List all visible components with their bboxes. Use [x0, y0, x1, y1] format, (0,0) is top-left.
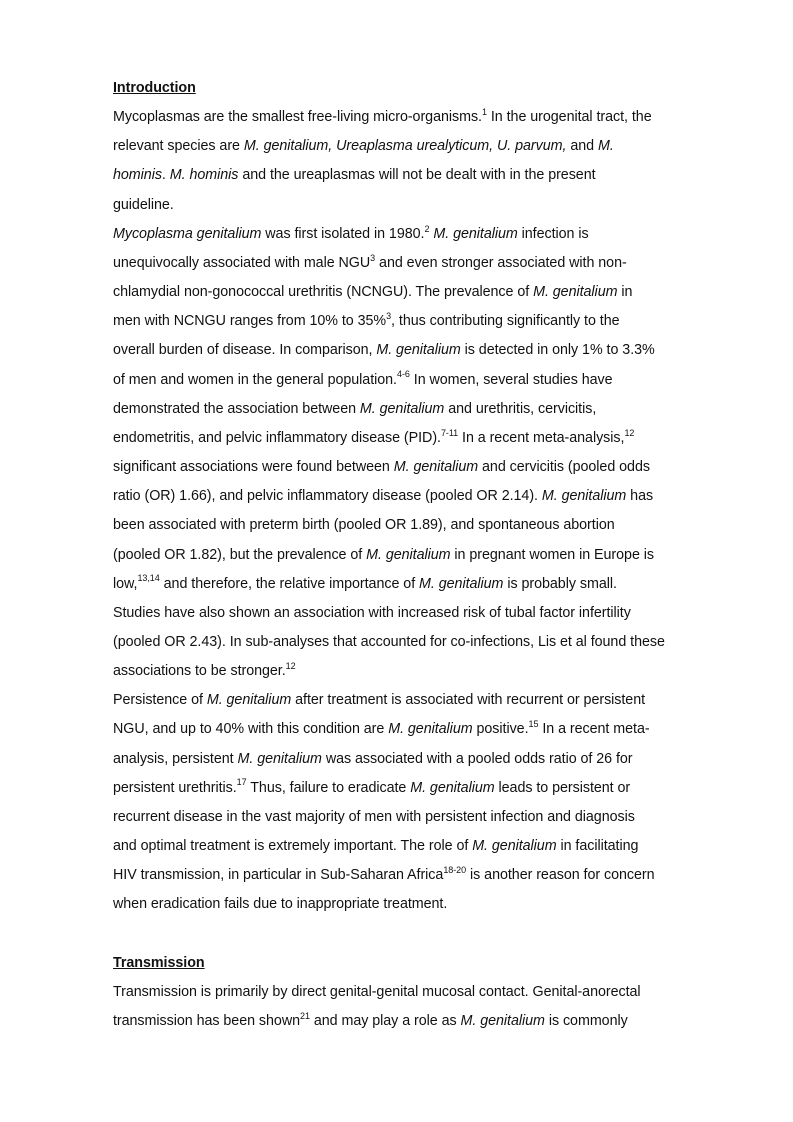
text-segment: overall burden of disease. In comparison,: [113, 342, 377, 359]
italic-term: Mycoplasma genitalium: [113, 225, 262, 242]
text-segment: infection is: [517, 225, 589, 242]
text-segment: in pregnant women in Europe is: [450, 546, 654, 563]
text-segment: In a recent meta-analysis,: [458, 429, 625, 446]
text-segment: Thus, failure to eradicate: [246, 779, 411, 796]
text-segment: men with NCNGU ranges from 10% to 35%: [113, 313, 387, 330]
text-line: [113, 424, 693, 453]
text-segment: HIV transmission, in particular in Sub-Saharan Africa: [113, 867, 444, 884]
italic-term: M. genitalium: [460, 1012, 545, 1029]
italic-term: M. genitalium: [393, 459, 479, 476]
text-line: [113, 745, 693, 774]
citation-reference: 17: [236, 777, 247, 788]
text-segment: In women, several studies have: [409, 371, 613, 388]
text-segment: and may play a role as: [309, 1012, 461, 1029]
section-spacer: [113, 920, 693, 949]
text-segment: (pooled OR 2.43). In sub-analyses that accounted for co-infections, Lis et al found these: [113, 633, 665, 650]
text-line: [113, 978, 693, 1007]
text-segment: unequivocally associated with male NGU: [113, 254, 371, 271]
text-line: [113, 103, 693, 132]
italic-term: M. genitalium, Ureaplasma urealyticum, U. parvum,: [243, 138, 567, 155]
italic-term: M. genitalium: [388, 721, 473, 738]
italic-term: M.: [597, 138, 614, 155]
text-line: [113, 599, 693, 628]
transmission-body: [113, 978, 693, 1036]
text-line: [113, 278, 693, 307]
text-line: [113, 890, 693, 919]
text-line: [113, 249, 693, 278]
text-line: [113, 715, 693, 744]
italic-term: M. genitalium: [541, 488, 627, 505]
citation-reference: 7-11: [440, 427, 459, 438]
text-line: [113, 453, 693, 482]
text-line: [113, 686, 693, 715]
citation-reference: 4-6: [396, 369, 410, 380]
text-segment: demonstrated the association between: [113, 400, 360, 417]
italic-term: M. genitalium: [237, 750, 322, 767]
text-segment: and therefore, the relative importance of: [159, 575, 420, 592]
text-segment: in: [617, 284, 633, 301]
citation-reference: 12: [285, 660, 296, 671]
text-segment: relevant species are: [113, 138, 244, 155]
text-segment: when eradication fails due to inappropriate treatment.: [113, 896, 448, 913]
italic-term: M. genitalium: [433, 225, 518, 242]
text-line: [113, 395, 693, 424]
text-line: [113, 657, 693, 686]
citation-reference: 13,14: [137, 573, 160, 584]
italic-term: M. genitalium: [206, 692, 292, 709]
text-segment: endometritis, and pelvic inflammatory disease (PID).: [113, 429, 441, 446]
text-line: [113, 861, 693, 890]
text-line: [113, 1007, 693, 1036]
text-line: [113, 191, 693, 220]
citation-reference: 1: [481, 106, 487, 117]
citation-reference: 3: [386, 310, 392, 321]
text-line: [113, 511, 693, 540]
introduction-body: [113, 103, 693, 919]
text-segment: of men and women in the general population.: [113, 371, 397, 388]
text-segment: has: [626, 488, 654, 505]
text-segment: recurrent disease in the vast majority of men with persistent infection and diagnosis: [113, 808, 635, 825]
document-page: [113, 74, 693, 1036]
text-segment: Persistence of: [113, 692, 207, 709]
text-line: [113, 220, 693, 249]
italic-term: M. hominis: [169, 167, 239, 184]
text-segment: leads to persistent or: [494, 779, 631, 796]
text-segment: was associated with a pooled odds ratio of 26 for: [321, 750, 633, 767]
text-line: [113, 570, 693, 599]
text-line: [113, 132, 693, 161]
italic-term: M. genitalium: [376, 342, 461, 359]
text-segment: persistent urethritis.: [113, 779, 237, 796]
text-line: [113, 366, 693, 395]
italic-term: M. genitalium: [366, 546, 451, 563]
text-line: [113, 307, 693, 336]
text-segment: ratio (OR) 1.66), and pelvic inflammatory disease (pooled OR 2.14).: [113, 488, 542, 505]
text-segment: In the urogenital tract, the: [486, 109, 652, 126]
text-segment: .: [161, 167, 170, 184]
text-line: [113, 482, 693, 511]
text-segment: low,: [113, 575, 138, 592]
text-segment: significant associations were found between: [113, 459, 394, 476]
text-line: [113, 832, 693, 861]
text-segment: Mycoplasmas are the smallest free-living micro-organisms.: [113, 109, 482, 126]
text-segment: is another reason for concern: [466, 867, 655, 884]
text-segment: NGU, and up to 40% with this condition are: [113, 721, 389, 738]
text-segment: Studies have also shown an association with increased risk of tubal factor infertility: [113, 604, 631, 621]
citation-reference: 15: [528, 719, 539, 730]
text-segment: and cervicitis (pooled odds: [478, 459, 650, 476]
italic-term: M. genitalium: [419, 575, 504, 592]
text-segment: and: [566, 138, 598, 155]
text-segment: is detected in only 1% to 3.3%: [460, 342, 655, 359]
text-segment: Transmission is primarily by direct genital-genital mucosal contact. Genital-anorectal: [113, 983, 641, 1000]
text-segment: been associated with preterm birth (pooled OR 1.89), and spontaneous abortion: [113, 517, 615, 534]
italic-term: M. genitalium: [472, 838, 557, 855]
text-line: [113, 541, 693, 570]
text-line: [113, 161, 693, 190]
text-segment: , thus contributing significantly to the: [391, 313, 620, 330]
text-segment: and the ureaplasmas will not be dealt with in the present: [238, 167, 596, 184]
text-segment: analysis, persistent: [113, 750, 238, 767]
italic-term: M. genitalium: [359, 400, 445, 417]
text-segment: and even stronger associated with non-: [375, 254, 627, 271]
text-segment: was first isolated in 1980.: [261, 225, 425, 242]
citation-reference: 2: [424, 223, 430, 234]
text-segment: is probably small.: [503, 575, 617, 592]
text-line: [113, 336, 693, 365]
text-line: [113, 803, 693, 832]
text-segment: after treatment is associated with recurrent or persistent: [291, 692, 646, 709]
text-segment: and optimal treatment is extremely important. The role of: [113, 838, 473, 855]
citation-reference: 3: [370, 252, 376, 263]
transmission-section: [113, 949, 693, 1036]
section-heading-introduction: Introduction: [113, 80, 196, 96]
text-segment: guideline.: [113, 196, 174, 213]
text-line: [113, 628, 693, 657]
italic-term: M. genitalium: [410, 779, 495, 796]
text-segment: chlamydial non-gonococcal urethritis (NCNGU). The prevalence of: [113, 284, 534, 301]
citation-reference: 21: [300, 1010, 310, 1021]
text-segment: In a recent meta-: [538, 721, 650, 738]
text-segment: positive.: [472, 721, 529, 738]
citation-reference: 18-20: [443, 864, 467, 875]
text-segment: transmission has been shown: [113, 1012, 300, 1029]
italic-term: hominis: [113, 167, 162, 184]
text-segment: associations to be stronger.: [113, 663, 286, 680]
introduction-section: [113, 74, 693, 920]
italic-term: M. genitalium: [533, 284, 618, 301]
text-segment: and urethritis, cervicitis,: [444, 400, 597, 417]
text-segment: is commonly: [544, 1012, 628, 1029]
text-line: [113, 774, 693, 803]
citation-reference: 12: [624, 427, 635, 438]
text-segment: (pooled OR 1.82), but the prevalence of: [113, 546, 367, 563]
section-heading-transmission: Transmission: [113, 954, 205, 971]
text-segment: in facilitating: [556, 838, 639, 855]
